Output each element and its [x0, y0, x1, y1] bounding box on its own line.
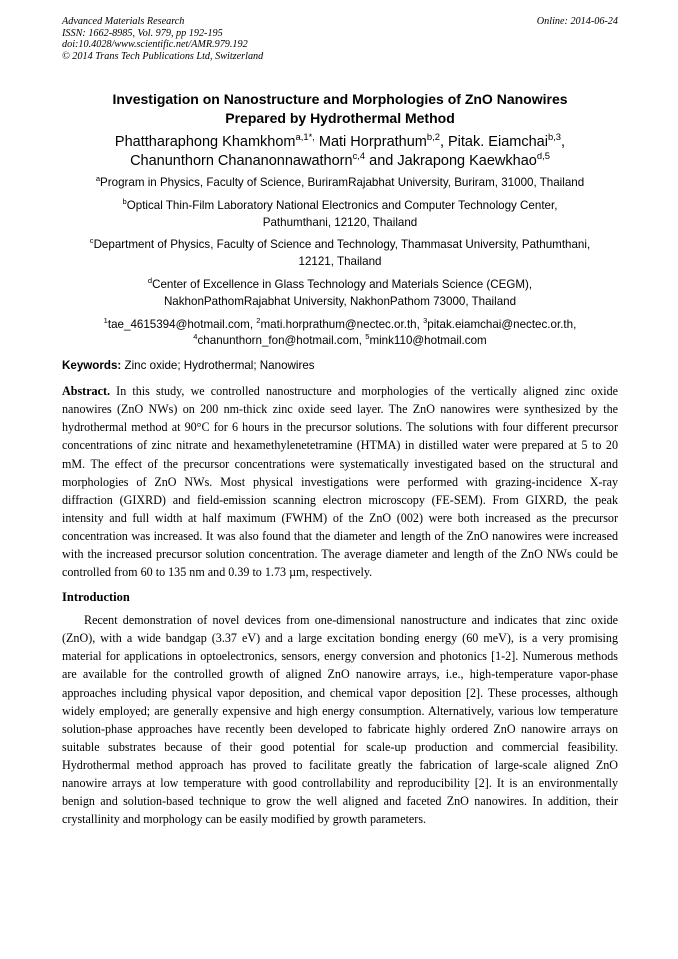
affiliation-marker: c: [89, 236, 94, 246]
email-address: chanunthorn_fon@hotmail.com,: [197, 334, 366, 348]
copyright-line: © 2014 Trans Tech Publications Ltd, Switzerland: [62, 50, 264, 62]
affiliation-b: [62, 198, 618, 232]
abstract: [62, 382, 618, 581]
author-list: [62, 133, 618, 171]
doi-line: doi:10.4028/www.scientific.net/AMR.979.192: [62, 39, 248, 50]
title-line-2: Prepared by Hydrothermal Method: [225, 110, 455, 126]
affiliation-marker: d: [147, 276, 153, 286]
keywords: [62, 358, 618, 374]
paper-title: [62, 90, 618, 128]
online-date-block: [537, 16, 618, 62]
affiliation-text: Pathumthani, 12120, Thailand: [262, 215, 418, 229]
abstract-label: Abstract.: [62, 384, 111, 399]
author-line-1: [62, 133, 618, 152]
keywords-label: Keywords:: [62, 359, 122, 373]
paper-page: [62, 16, 618, 828]
affiliation-text: Optical Thin-Film Laboratory National Electronics and Computer Technology Center,: [126, 198, 558, 212]
affiliation-d: [62, 277, 618, 311]
author-emails: [62, 317, 618, 351]
affiliation-marker: a: [95, 174, 101, 184]
author-name: Mati Horprathum: [314, 134, 427, 150]
journal-name: Advanced Materials Research: [62, 16, 185, 27]
affiliation-text: Program in Physics, Faculty of Science, BuriramRajabhat University, Buriram, 31000, Thailand: [100, 176, 585, 189]
author-name: Phattharaphong Khamkhom: [114, 134, 296, 150]
affiliation-marker: b: [122, 196, 127, 206]
email-marker: 1: [103, 315, 108, 325]
affiliation-text: Department of Physics, Faculty of Science and Technology, Thammasat University, Pathumthani,: [93, 238, 591, 252]
journal-info: [62, 16, 263, 62]
title-line-1: Investigation on Nanostructure and Morphologies of ZnO Nanowires: [112, 91, 568, 107]
online-date: Online: 2014-06-24: [536, 16, 618, 27]
author-superscript: d,5: [536, 150, 550, 162]
author-superscript: b,2: [426, 131, 440, 143]
author-name: and Jakrapong Kaewkhao: [365, 153, 537, 169]
author-name: , Pitak. Eiamchai: [439, 134, 548, 150]
abstract-text: In this study, we controlled nanostructure and morphologies of the vertically aligned zinc oxide nanowires (ZnO NWs) on 200 nm-thick zinc oxide seed layer. The ZnO nanowires were synthesized by the hydrothermal method at 90°C for 6 hours in the precursor solutions. The solutions with four different precursor concentrations of zinc nitrate and hexamethylenetetramine (HTMA) in distilled water were prepared at 5 to 20 mM. The effect of the precursor concentrations were systematically investigated based on the structural and morphologies of ZnO NWs. Most physical investigations were performed with grazing-incidence X-ray diffraction (GIXRD) and field-emission scanning electron microscopy (FE-SEM). From GIXRD, the peak intensity and full width at half maximum (FWHM) of the ZnO (002) were both increased as the precursor concentration was increased. It was also found that the diameter and length of the ZnO nanowires were increased with the increased precursor solution concentration. The average diameter and length of the ZnO NWs could be controlled from 60 to 135 nm and 0.39 to 1.73 µm, respectively.: [62, 384, 618, 580]
email-marker: 2: [256, 315, 261, 325]
introduction-paragraph: Recent demonstration of novel devices from one-dimensional nanostructure and indicates that zinc oxide (ZnO), with a wide bandgap (3.37 eV) and a large excitation bonding energy (60 meV), is a very promising material for applications in optoelectronics, sensors, energy conversion and photonics [1-2]. Numerous methods are available for the controlled growth of aligned ZnO nanowire arrays, i.e., high-temperature vapor-phase approaches including physical vapor deposition, and chemical vapor deposition [2]. These processes, although widely employed; are generally expensive and high energy consumption. Alternatively, various low temperature solution-phase approaches have recently been developed to fabricate highly ordered ZnO nanowire arrays on suitable substrates because of their good potential for scale-up production and commercial feasibility. Hydrothermal method approach has proved to facilitate greatly the fabrication of large-scale aligned ZnO nanowire arrays at low temperature with good controllability and reproducibility [2]. It is an environmentally benign and solution-based technique to grow the well aligned and faceted ZnO nanowires. In addition, their crystallinity and morphology can be easily modified by growth parameters.: [62, 613, 618, 827]
email-address: mati.horprathum@nectec.or.th,: [260, 317, 424, 331]
affiliation-text: 12121, Thailand: [298, 255, 382, 269]
email-marker: 4: [193, 332, 198, 342]
affiliation-a: [62, 175, 618, 192]
affiliation-text: NakhonPathomRajabhat University, NakhonPathom 73000, Thailand: [163, 294, 517, 308]
affiliation-c: [54, 237, 626, 271]
email-address: mink110@hotmail.com: [369, 334, 487, 348]
email-address: tae_4615394@hotmail.com,: [107, 317, 257, 331]
journal-header: [62, 16, 618, 62]
issn-line: ISSN: 1662-8985, Vol. 979, pp 192-195: [62, 27, 223, 39]
affiliation-text: Center of Excellence in Glass Technology and Materials Science (CEGM),: [152, 277, 533, 291]
email-marker: 5: [365, 332, 370, 342]
email-address: pitak.eiamchai@nectec.or.th,: [427, 317, 577, 331]
introduction-heading: Introduction: [62, 590, 130, 605]
keywords-text: Zinc oxide; Hydrothermal; Nanowires: [121, 359, 315, 373]
author-superscript: b,3: [547, 131, 562, 143]
author-separator: ,: [561, 134, 566, 150]
author-name: Chanunthorn Chananonnawathorn: [130, 153, 353, 169]
author-line-2: [62, 152, 618, 171]
author-superscript: c,4: [352, 150, 366, 162]
email-marker: 3: [423, 315, 428, 325]
author-superscript: a,1*,: [295, 131, 315, 143]
